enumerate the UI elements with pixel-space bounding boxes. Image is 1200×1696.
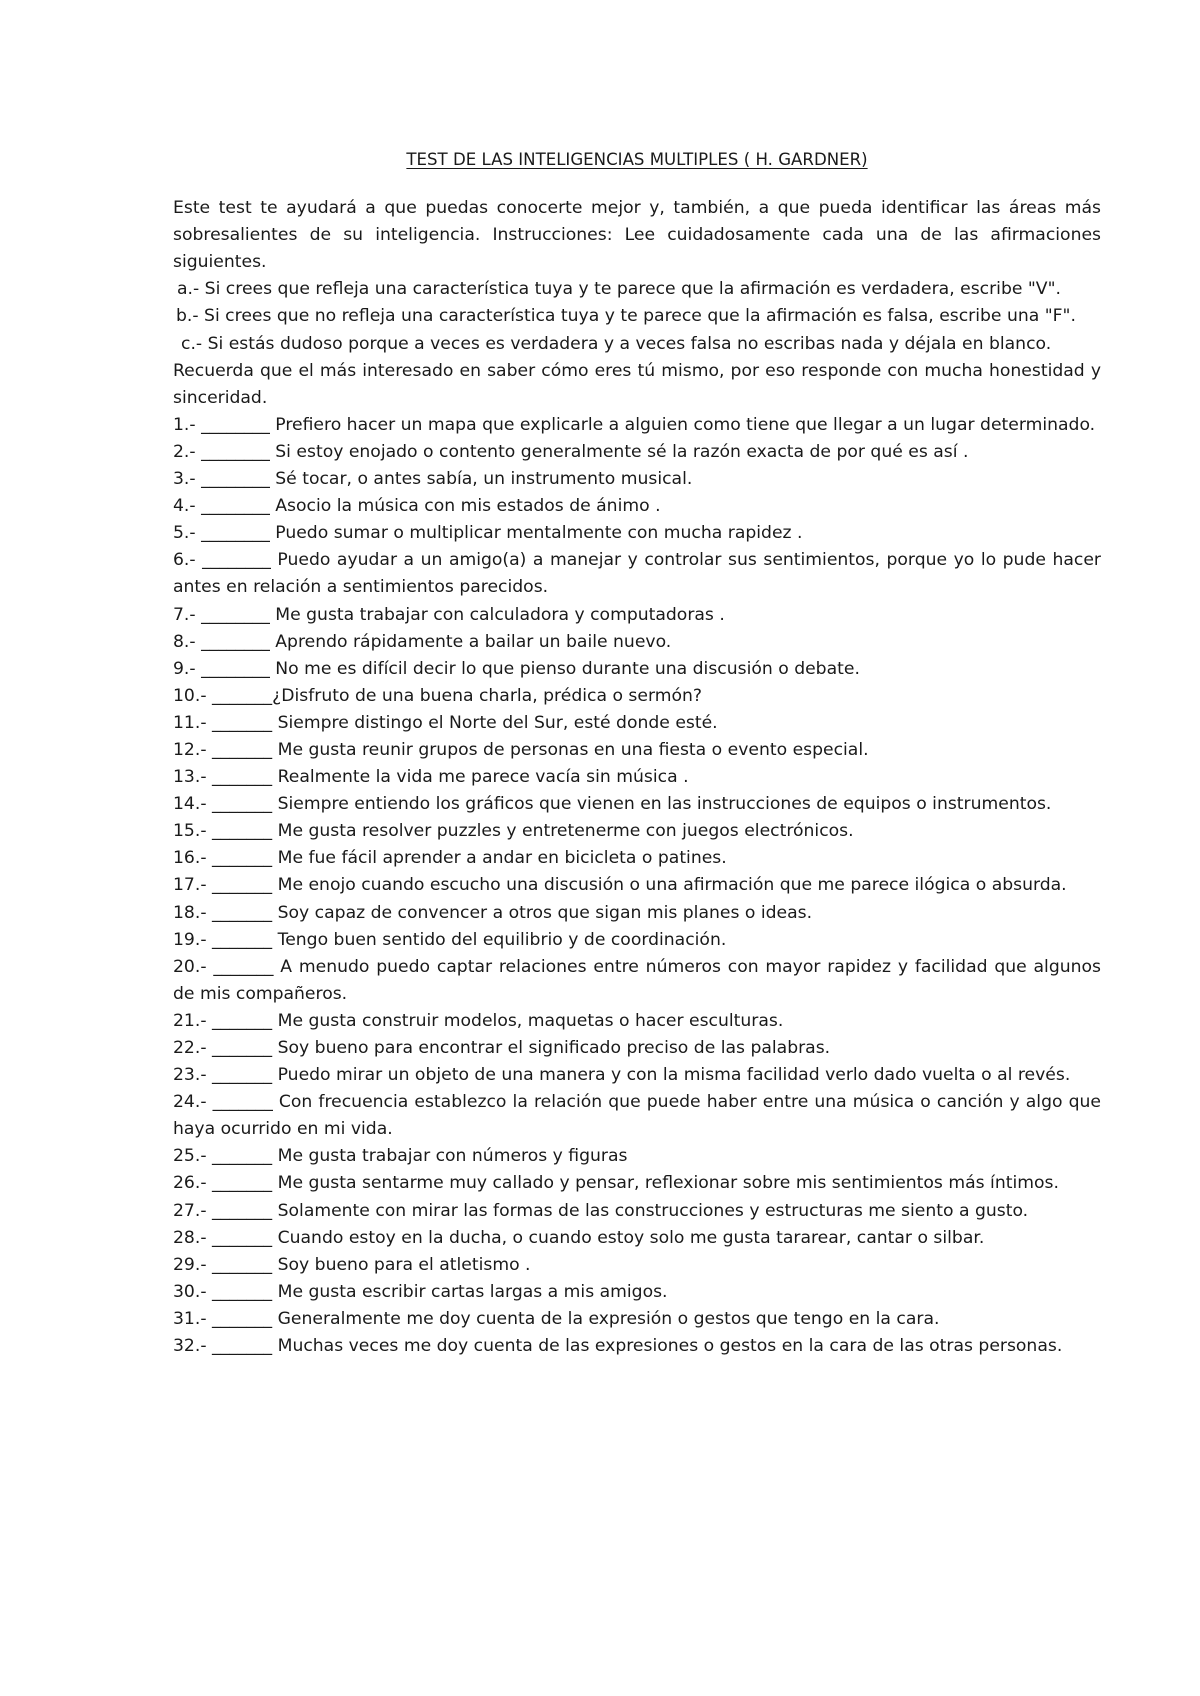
- document-body: [173, 146, 1101, 1360]
- statement-item: 7.- ________ Me gusta trabajar con calculadora y computadoras .: [173, 604, 725, 625]
- statement-item: 16.- _______ Me fue fácil aprender a andar en bicicleta o patines.: [173, 848, 727, 869]
- statement-item: 26.- _______ Me gusta sentarme muy callado y pensar, reflexionar sobre mis sentimientos más íntimos.: [173, 1173, 1059, 1194]
- instruction-a: a.- Si crees que refleja una característica tuya y te parece que la afirmación es verdadera, escribe "V".: [177, 279, 1061, 300]
- statement-item: 17.- _______ Me enojo cuando escucho una discusión o una afirmación que me parece ilógica o absurda.: [173, 875, 1067, 896]
- statement-item: 25.- _______ Me gusta trabajar con números y figuras: [173, 1146, 628, 1167]
- statement-item: 22.- _______ Soy bueno para encontrar el significado preciso de las palabras.: [173, 1038, 831, 1058]
- intro-paragraph: Este test te ayudará a que puedas conocerte mejor y, también, a que pueda identificar las áreas más sobresalientes de su inteligencia. Instrucciones: Lee cuidadosamente cada una de las afirmaciones siguientes.: [173, 198, 1101, 273]
- statement-item: 20.- _______ A menudo puedo captar relaciones entre números con mayor rapidez y facilidad que algunos de mis compañeros.: [173, 956, 1101, 1004]
- statement-item: 3.- ________ Sé tocar, o antes sabía, un instrumento musical.: [173, 469, 693, 490]
- statement-item: 23.- _______ Puedo mirar un objeto de una manera y con la misma facilidad verlo dado vuelta o al revés.: [173, 1065, 1071, 1086]
- reminder-paragraph: Recuerda que el más interesado en saber cómo eres tú mismo, por eso responde con mucha honestidad y sinceridad.: [173, 360, 1101, 408]
- statement-item: 21.- _______ Me gusta construir modelos, maquetas o hacer esculturas.: [173, 1010, 784, 1031]
- statement-item: 14.- _______ Siempre entiendo los gráficos que vienen en las instrucciones de equipos o instrumentos.: [173, 794, 1052, 815]
- statement-item: 4.- ________ Asocio la música con mis estados de ánimo .: [173, 496, 661, 517]
- statement-item: 12.- _______ Me gusta reunir grupos de personas en una fiesta o evento especial.: [173, 739, 869, 760]
- statement-item: 24.- _______ Con frecuencia establezco la relación que puede haber entre una música o canción y algo que haya ocurrido en mi vida.: [173, 1092, 1101, 1140]
- statement-list: [173, 412, 1101, 1360]
- statement-item: 15.- _______ Me gusta resolver puzzles y entretenerme con juegos electrónicos.: [173, 821, 854, 842]
- statement-item: 27.- _______ Solamente con mirar las formas de las construcciones y estructuras me siento a gusto.: [173, 1200, 1029, 1221]
- statement-item: 30.- _______ Me gusta escribir cartas largas a mis amigos.: [173, 1281, 668, 1302]
- statement-item: 2.- ________ Si estoy enojado o contento generalmente sé la razón exacta de por qué es así .: [173, 441, 969, 462]
- instruction-c: c.- Si estás dudoso porque a veces es verdadera y a veces falsa no escribas nada y déjala en blanco.: [181, 333, 1052, 354]
- statement-item: 8.- ________ Aprendo rápidamente a bailar un baile nuevo.: [173, 631, 672, 652]
- statement-item: 18.- _______ Soy capaz de convencer a otros que sigan mis planes o ideas.: [173, 902, 813, 923]
- instruction-b: b.- Si crees que no refleja una característica tuya y te parece que la afirmación es falsa, escribe una "F".: [176, 306, 1076, 327]
- statement-item: 29.- _______ Soy bueno para el atletismo .: [173, 1254, 531, 1275]
- statement-item: 6.- ________ Puedo ayudar a un amigo(a) a manejar y controlar sus sentimientos, porque yo lo pude hacer antes en relación a sentimientos parecidos.: [173, 550, 1101, 598]
- statement-item: 32.- _______ Muchas veces me doy cuenta de las expresiones o gestos en la cara de las otras personas.: [173, 1336, 1063, 1357]
- document-title: TEST DE LAS INTELIGENCIAS MULTIPLES ( H. GARDNER): [406, 150, 868, 169]
- statement-item: 19.- _______ Tengo buen sentido del equilibrio y de coordinación.: [173, 929, 727, 950]
- statement-item: 5.- ________ Puedo sumar o multiplicar mentalmente con mucha rapidez .: [173, 523, 803, 544]
- statement-item: 31.- _______ Generalmente me doy cuenta de la expresión o gestos que tengo en la cara.: [173, 1308, 940, 1329]
- statement-item: 10.- _______¿Disfruto de una buena charla, prédica o sermón?: [173, 685, 702, 706]
- statement-item: 28.- _______ Cuando estoy en la ducha, o cuando estoy solo me gusta tararear, cantar o silbar.: [173, 1227, 985, 1248]
- statement-item: 9.- ________ No me es difícil decir lo que pienso durante una discusión o debate.: [173, 658, 860, 679]
- statement-item: 1.- ________ Prefiero hacer un mapa que explicarle a alguien como tiene que llegar a un lugar determinado.: [173, 414, 1096, 435]
- statement-item: 13.- _______ Realmente la vida me parece vacía sin música .: [173, 767, 689, 788]
- statement-item: 11.- _______ Siempre distingo el Norte del Sur, esté donde esté.: [173, 712, 718, 733]
